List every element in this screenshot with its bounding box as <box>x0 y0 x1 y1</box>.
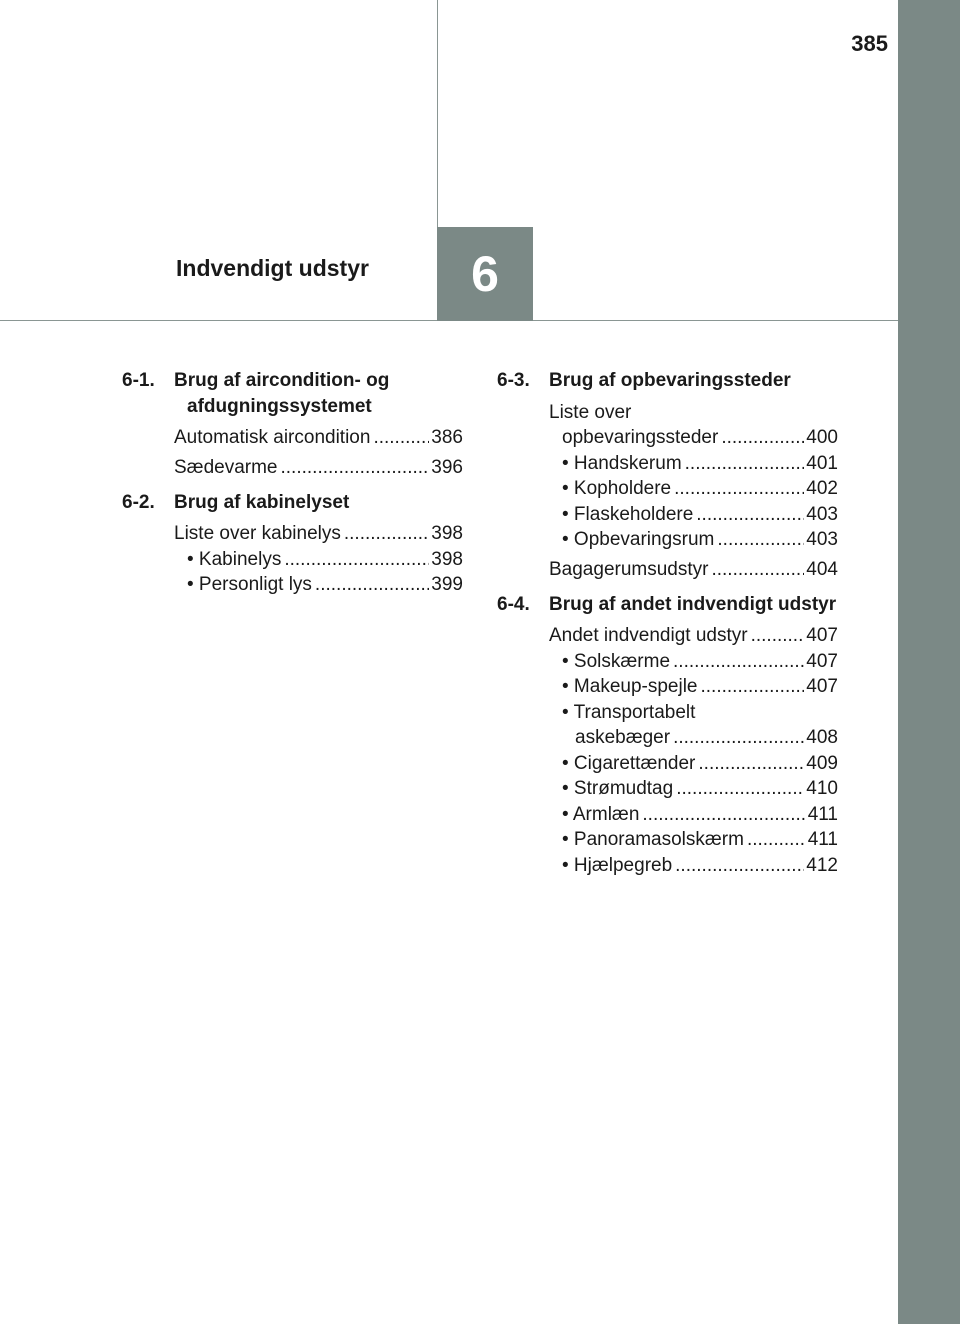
toc-subentry[interactable] <box>549 649 838 675</box>
entry-label: Bagagerumsudstyr <box>549 559 709 580</box>
toc-entry[interactable] <box>174 521 463 547</box>
entry-page: 403 <box>806 503 838 525</box>
toc-section-6-3 <box>497 368 838 583</box>
chapter-number-box: 6 <box>437 227 533 321</box>
entry-page: 407 <box>806 650 838 672</box>
entry-label: Automatisk aircondition <box>174 427 371 448</box>
entry-page: 411 <box>807 803 838 825</box>
entry-page: 386 <box>431 427 463 448</box>
leader-dots <box>685 451 805 477</box>
leader-dots <box>698 751 804 777</box>
entry-label: opbevaringssteder <box>562 427 719 448</box>
leader-dots <box>711 557 804 583</box>
leader-dots <box>751 623 805 649</box>
toc-section-6-4 <box>497 592 838 879</box>
leader-dots <box>747 827 806 853</box>
toc-subentry[interactable] <box>549 751 838 777</box>
toc-entry[interactable] <box>174 455 463 481</box>
entry-label: • Armlæn <box>562 803 640 825</box>
entry-page: 398 <box>431 548 463 570</box>
entry-label: Liste over kabinelys <box>174 523 341 544</box>
entry-page: 409 <box>806 752 838 774</box>
toc-section-6-2 <box>122 490 463 598</box>
section-number: 6-2. <box>122 491 155 513</box>
entry-label: Andet indvendigt udstyr <box>549 625 748 646</box>
entry-page: 398 <box>431 523 463 544</box>
entry-page: 407 <box>806 676 838 697</box>
section-title: Brug af andet indvendigt udstyr <box>549 593 837 615</box>
entry-label: • Hjælpegreb <box>562 854 673 876</box>
toc-entry[interactable] <box>174 425 463 451</box>
section-number: 6-4. <box>497 593 530 615</box>
entry-label-first-line: • Transportabelt <box>562 701 696 723</box>
entry-page: 410 <box>806 778 838 799</box>
toc-subentry[interactable] <box>549 674 838 700</box>
entry-label: • Opbevaringsrum <box>562 529 715 550</box>
leader-dots <box>284 547 429 573</box>
leader-dots <box>673 725 804 751</box>
leader-dots <box>344 521 429 547</box>
entry-label: • Cigarettænder <box>562 752 696 774</box>
toc-subentry[interactable] <box>549 451 838 477</box>
toc-subentry[interactable] <box>549 700 838 751</box>
section-heading[interactable] <box>122 368 463 419</box>
vertical-divider <box>437 0 438 228</box>
leader-dots <box>642 802 805 828</box>
entry-page: 396 <box>431 457 463 478</box>
leader-dots <box>674 476 804 502</box>
leader-dots <box>701 674 805 700</box>
leader-dots <box>315 572 429 598</box>
leader-dots <box>673 649 804 675</box>
section-title: Brug af opbevaringssteder <box>549 370 791 391</box>
entry-page: 402 <box>806 478 838 499</box>
toc-subentry[interactable] <box>549 476 838 502</box>
chapter-side-tab <box>898 0 960 1324</box>
leader-dots <box>675 853 804 879</box>
section-heading[interactable] <box>122 490 463 516</box>
entry-label-first-line: Liste over <box>549 401 632 423</box>
toc-subentry[interactable] <box>549 527 838 553</box>
entry-label: • Strømudtag <box>562 778 674 799</box>
entry-label: • Personligt lys <box>187 574 312 595</box>
entry-page: 411 <box>807 829 838 850</box>
section-heading[interactable] <box>497 368 838 394</box>
toc-left-column <box>122 368 463 607</box>
toc-entry[interactable] <box>549 400 838 451</box>
entry-page: 408 <box>806 727 838 748</box>
entry-page: 404 <box>806 559 838 580</box>
entry-page: 400 <box>806 427 838 448</box>
leader-dots <box>717 527 804 553</box>
toc-subentry[interactable] <box>549 853 838 879</box>
entry-page: 399 <box>431 574 463 595</box>
entry-label: • Kopholdere <box>562 478 672 499</box>
entry-page: 407 <box>806 625 838 646</box>
toc-subentry[interactable] <box>549 827 838 853</box>
chapter-title: Indvendigt udstyr <box>176 255 369 281</box>
toc-subentry[interactable] <box>174 547 463 573</box>
leader-dots <box>696 502 804 528</box>
entry-label: askebæger <box>575 727 671 748</box>
entry-page: 401 <box>806 452 838 474</box>
section-heading[interactable] <box>497 592 838 618</box>
toc-section-6-1 <box>122 368 463 481</box>
entry-page: 412 <box>806 854 838 876</box>
leader-dots <box>281 455 430 481</box>
entry-label: Sædevarme <box>174 457 278 478</box>
entry-label: • Kabinelys <box>187 548 282 570</box>
section-number: 6-1. <box>122 370 155 391</box>
toc-right-column <box>497 368 838 887</box>
toc-subentry[interactable] <box>549 802 838 828</box>
leader-dots <box>721 425 804 451</box>
section-number: 6-3. <box>497 370 530 391</box>
toc-entry[interactable] <box>549 623 838 649</box>
entry-label: • Solskærme <box>562 650 671 672</box>
leader-dots <box>373 425 429 451</box>
toc-subentry[interactable] <box>549 502 838 528</box>
section-title: Brug af kabinelyset <box>174 491 350 513</box>
toc-subentry[interactable] <box>174 572 463 598</box>
toc-subentry[interactable] <box>549 776 838 802</box>
entry-label: • Makeup-spejle <box>562 676 698 697</box>
page-number: 385 <box>851 31 888 56</box>
section-title: Brug af aircondition- og afdugningssystemet <box>174 370 390 417</box>
entry-label: • Handskerum <box>562 452 682 474</box>
toc-entry[interactable] <box>549 557 838 583</box>
leader-dots <box>676 776 804 802</box>
entry-label: • Flaskeholdere <box>562 503 694 525</box>
entry-page: 403 <box>806 529 838 550</box>
entry-label: • Panoramasolskærm <box>562 829 744 850</box>
